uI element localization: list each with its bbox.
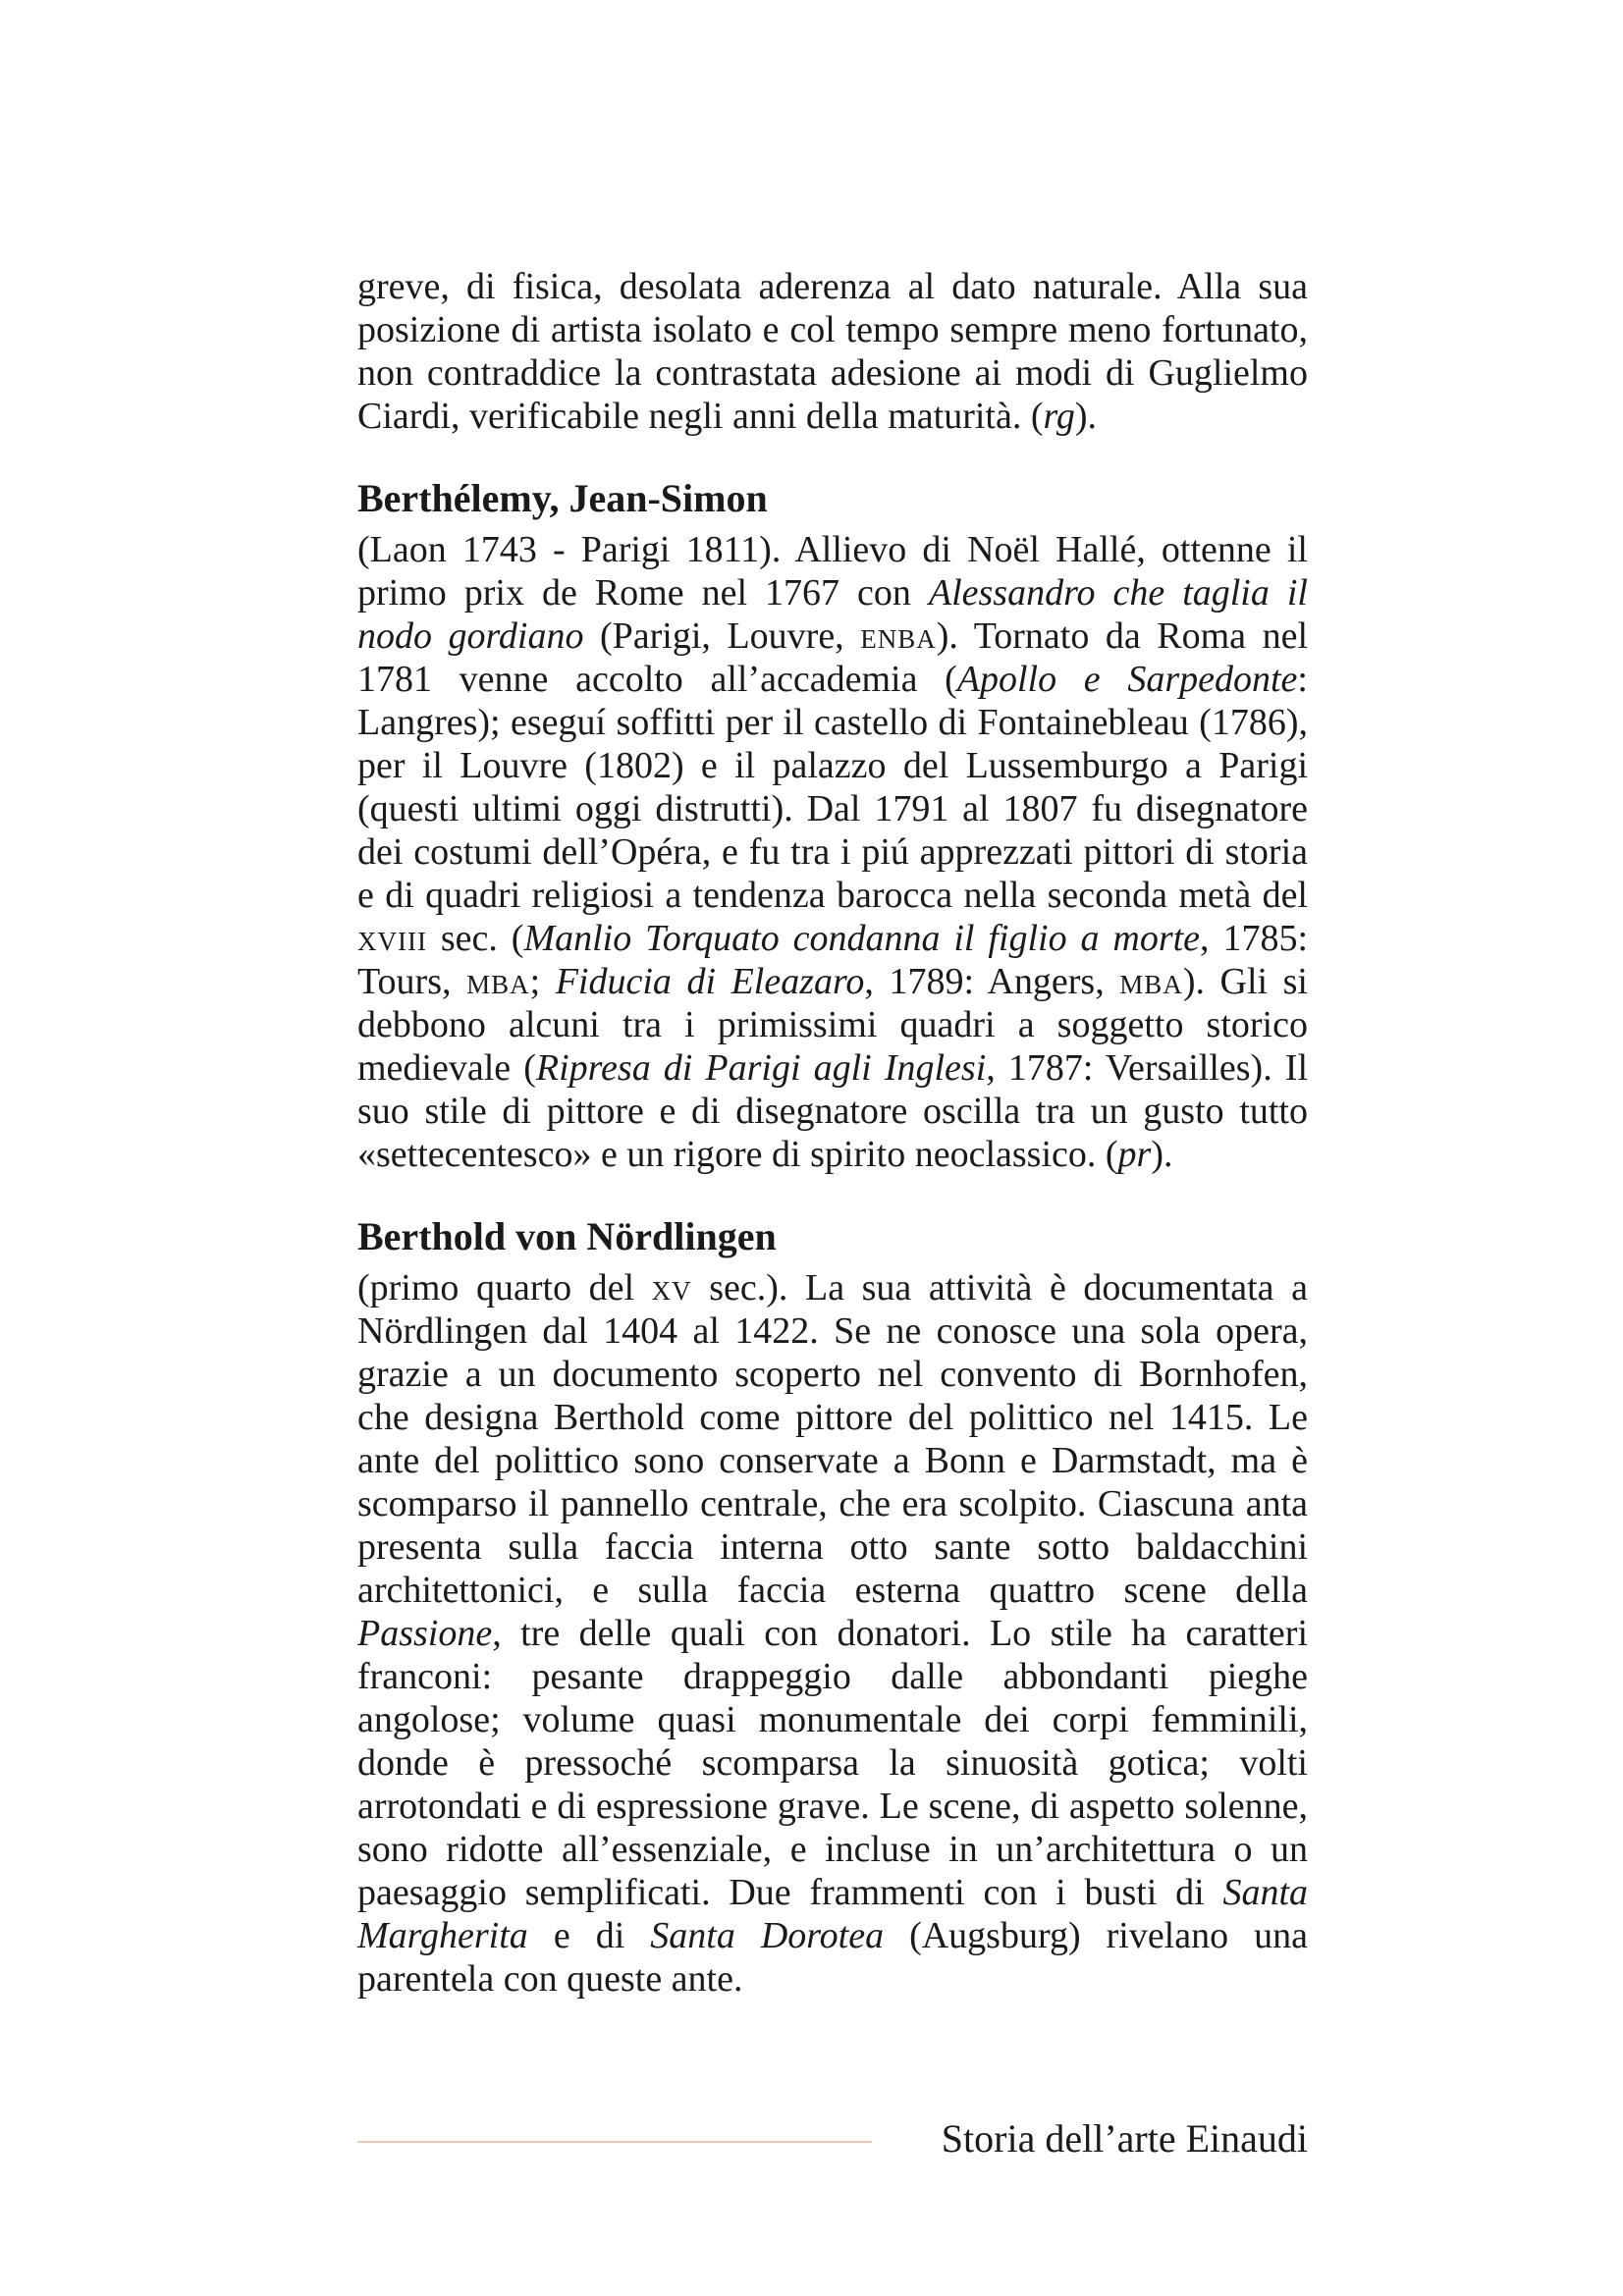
artwork-title: Passione [357, 1613, 493, 1654]
artwork-title: Ripresa di Parigi agli Inglesi [535, 1047, 987, 1089]
century-numeral: xviii [357, 918, 427, 959]
entry-body: (primo quarto del xv sec.). La sua attività è documentata a Nördlingen dal 1404 al 1422. Se ne conosce una sola opera, grazie a un documento scoperto nel convento di Bornhofen, che designa Berthold come pittore del polittico nel 1415. Le ante del polittico sono conservate a Bonn e Darmstadt, ma è scomparso il pannello centrale, che era scolpito. Ciascuna anta presenta sulla faccia interna otto sante sotto baldacchini architettonici, e sulla faccia esterna quattro scene della Passione, tre delle quali con donatori. Lo stile ha caratteri franconi: pesante drappeggio dalle abbondanti pieghe angolose; volume quasi monumentale dei corpi femminili, donde è pressoché scomparsa la sinuosità gotica; volti arrotondati e di espressione grave. Le scene, di aspetto solenne, sono ridotte all’essenziale, e incluse in un’architettura o un paesaggio semplificati. Due frammenti con i busti di Santa Margherita e di Santa Dorotea (Augsburg) rivelano una parentela con queste ante. [357, 1267, 1308, 2000]
century-numeral: xv [651, 1267, 692, 1308]
continuation-paragraph [357, 265, 1308, 438]
artwork-title: Alessandro che taglia il nodo gordiano [357, 572, 1308, 657]
author-initials: rg [1043, 396, 1075, 437]
continuation-tail: ). [1074, 396, 1098, 437]
artwork-title: Fiducia di Eleazaro [555, 961, 865, 1002]
entry-title: Berthold von Nördlingen [357, 1214, 777, 1258]
abbreviation: mba [1119, 961, 1183, 1002]
page-footer [357, 2115, 1308, 2164]
author-initials: pr [1117, 1134, 1152, 1175]
artwork-title: Apollo e Sarpedonte [956, 659, 1298, 700]
publication-title: Storia dell’arte Einaudi [941, 2116, 1308, 2161]
entry-berthold [357, 1213, 1308, 2001]
abbreviation: enba [860, 615, 937, 657]
entry-body: (Laon 1743 - Parigi 1811). Allievo di Noël Hallé, ottenne il primo prix de Rome nel 1767 con Alessandro che taglia il nodo gordiano (Parigi, Louvre, enba). Tornato da Roma nel 1781 venne accolto all’accademia (Apollo e Sarpedonte: Langres); eseguí soffitti per il castello di Fontainebleau (1786), per il Louvre (1802) e il palazzo del Lussemburgo a Parigi (questi ultimi oggi distrutti). Dal 1791 al 1807 fu disegnatore dei costumi dell’Opéra, e fu tra i piú apprezzati pittori di storia e di quadri religiosi a tendenza barocca nella seconda metà del xviii sec. (Manlio Torquato condanna il figlio a morte, 1785: Tours, mba; Fiducia di Eleazaro, 1789: Angers, mba). Gli si debbono alcuni tra i primissimi quadri a soggetto storico medievale (Ripresa di Parigi agli Inglesi, 1787: Versailles). Il suo stile di pittore e di disegnatore oscilla tra un gusto tutto «settecentesco» e un rigore di spirito neoclassico. (pr). [357, 529, 1308, 1175]
artwork-title: Manlio Torquato condanna il figlio a morte [523, 918, 1201, 959]
entry-berthelemy [357, 475, 1308, 1176]
artwork-title: Santa Margherita [357, 1872, 1308, 1956]
continuation-text: greve, di fisica, desolata aderenza al dato naturale. Alla sua posizione di artista isolato e col tempo sempre meno fortunato, non contraddice la contrastata adesione ai modi di Guglielmo Ciardi, verificabile negli anni della maturità. ( [357, 266, 1308, 437]
footer-rule [357, 2141, 872, 2143]
entry-title: Berthélemy, Jean-Simon [357, 476, 768, 520]
text-column [357, 265, 1308, 2001]
artwork-title: Santa Dorotea [650, 1915, 885, 1956]
abbreviation: mba [466, 961, 530, 1002]
